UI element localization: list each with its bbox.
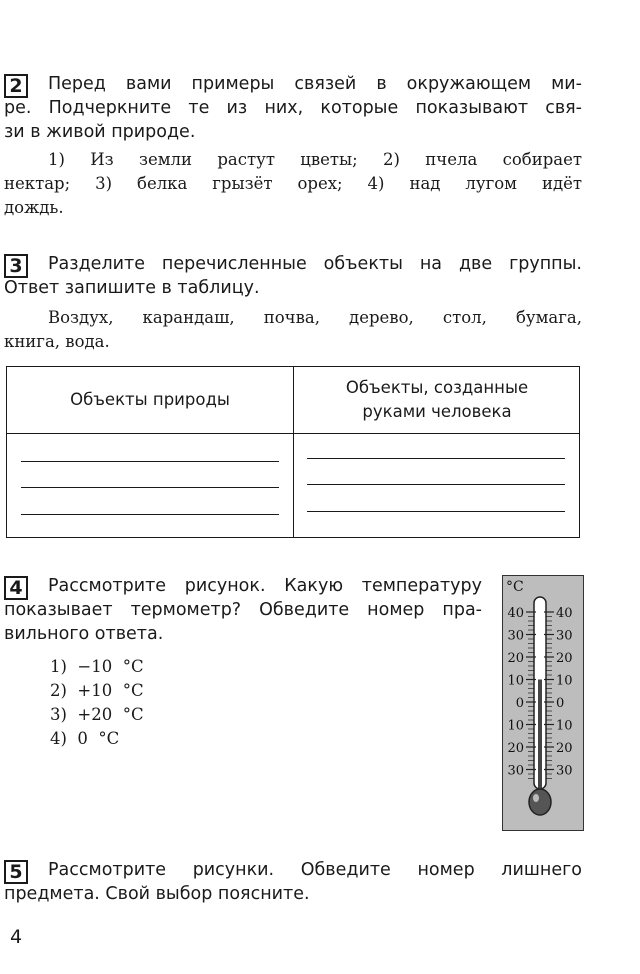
question-line: показывает термометр? Обведите номер пра- xyxy=(4,600,482,620)
task-number: 2 xyxy=(4,74,28,98)
task-number: 5 xyxy=(4,860,28,884)
task-3 xyxy=(4,252,582,354)
option-1[interactable]: 1) −10 °C xyxy=(50,657,144,676)
body-line: дождь. xyxy=(4,198,64,217)
question-line: Рассмотрите рисунки. Обведите номер лишнего xyxy=(48,860,582,880)
task-question xyxy=(4,858,582,906)
answer-line[interactable] xyxy=(307,511,565,512)
scale-label-left: 40 xyxy=(507,606,524,621)
scale-label-left: 20 xyxy=(507,651,524,666)
task-question xyxy=(4,72,582,144)
scale-label-left: 20 xyxy=(507,741,524,756)
scale-label-left: 30 xyxy=(507,763,524,779)
page-number: 4 xyxy=(10,926,23,948)
thermometer-unit: °C xyxy=(506,579,524,595)
body-line: книга, вода. xyxy=(4,332,110,351)
scale-label-right: 10 xyxy=(556,673,573,689)
body-line: 1) Из земли растут цветы; 2) пчела собирает xyxy=(48,150,582,169)
body-line: нектар; 3) белка грызёт орех; 4) над лугом идёт xyxy=(4,174,582,193)
question-line: ре. Подчеркните те из них, которые показывают свя- xyxy=(4,98,582,118)
scale-label-left: 10 xyxy=(507,718,524,734)
thermometer-illustration xyxy=(502,575,584,831)
scale-label-right: 30 xyxy=(556,628,573,644)
answer-line[interactable] xyxy=(307,484,565,485)
task-2 xyxy=(4,72,582,220)
table-header-divider xyxy=(7,433,579,434)
thermometer-bulb xyxy=(529,789,551,815)
option-4[interactable]: 4) 0 °C xyxy=(50,729,120,748)
question-line: зи в живой природе. xyxy=(4,122,196,142)
bulb-highlight xyxy=(533,794,539,802)
question-line: вильного ответа. xyxy=(4,624,164,644)
question-line: предмета. Свой выбор поясните. xyxy=(4,884,310,904)
scale-label-right: 10 xyxy=(556,718,573,734)
scale-label-right: 40 xyxy=(556,606,573,621)
task-number: 4 xyxy=(4,576,28,600)
scale-label-right: 30 xyxy=(556,763,573,779)
body-line: Воздух, карандаш, почва, дерево, стол, бумага, xyxy=(48,308,582,327)
task-question xyxy=(4,252,582,300)
option-3[interactable]: 3) +20 °C xyxy=(50,705,144,724)
task-5 xyxy=(4,858,582,906)
thermometer-mercury xyxy=(538,680,542,798)
answer-line[interactable] xyxy=(307,458,565,459)
task-question xyxy=(4,574,482,646)
question-line: Разделите перечисленные объекты на две группы. xyxy=(48,254,582,274)
scale-label-right: 0 xyxy=(556,696,565,711)
option-2[interactable]: 2) +10 °C xyxy=(50,681,144,700)
table-header-nature: Объекты природы xyxy=(70,390,230,409)
task-body xyxy=(4,306,582,354)
scale-label-left: 10 xyxy=(507,673,524,689)
scale-label-left: 0 xyxy=(515,696,524,711)
answer-line[interactable] xyxy=(21,514,279,515)
task-number: 3 xyxy=(4,254,28,278)
answer-line[interactable] xyxy=(21,461,279,462)
answer-table xyxy=(6,366,580,538)
question-line: Ответ запишите в таблицу. xyxy=(4,278,260,298)
table-header-human-made: Объекты, созданные руками человека xyxy=(345,378,529,421)
answer-options xyxy=(50,655,144,751)
question-line: Перед вами примеры связей в окружающем ми- xyxy=(48,74,582,94)
task-body xyxy=(4,148,582,220)
task-4 xyxy=(4,574,482,646)
scale-label-right: 20 xyxy=(556,741,573,756)
scale-label-left: 30 xyxy=(507,628,524,644)
question-line: Рассмотрите рисунок. Какую температуру xyxy=(48,576,482,596)
answer-line[interactable] xyxy=(21,487,279,488)
scale-label-right: 20 xyxy=(556,651,573,666)
